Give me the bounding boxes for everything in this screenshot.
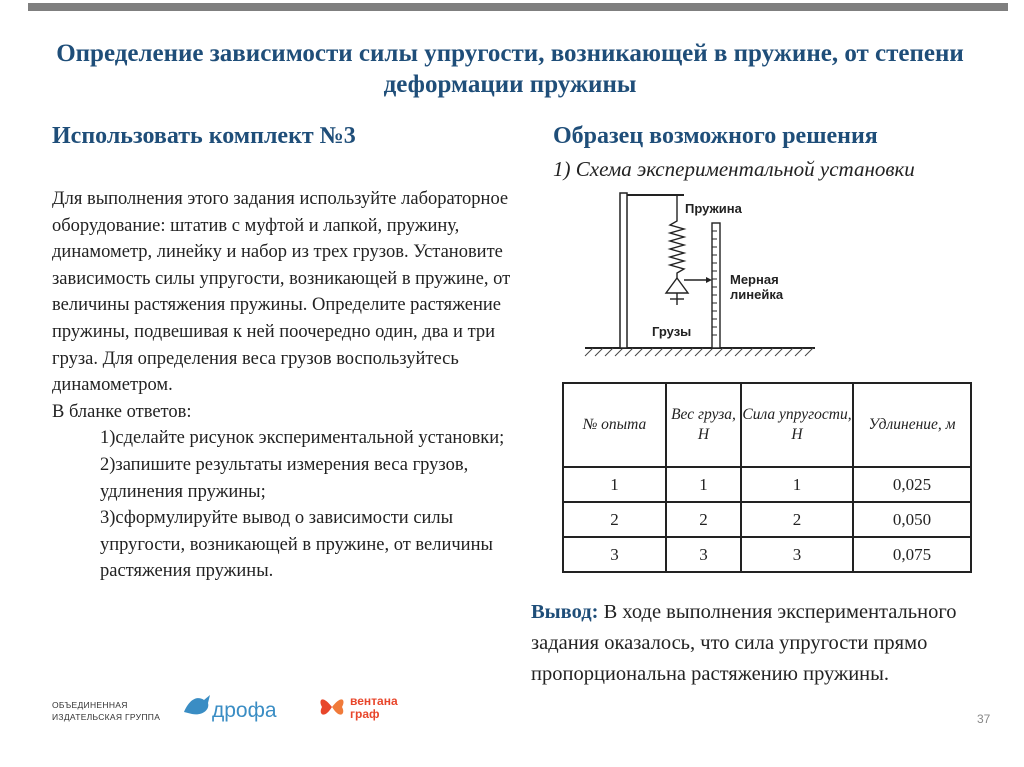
bird-icon <box>184 695 210 714</box>
table-row <box>563 502 971 537</box>
table-cell: 2 <box>741 502 853 537</box>
ventana-logo-line-2: граф <box>350 707 380 721</box>
table-cell: 2 <box>563 502 666 537</box>
publisher-line-2: ИЗДАТЕЛЬСКАЯ ГРУППА <box>52 712 161 722</box>
task-body <box>52 186 520 585</box>
measuring-ruler <box>712 223 720 348</box>
table-header: Удлинение, м <box>853 383 971 467</box>
publisher-line-1: ОБЪЕДИНЕННАЯ <box>52 700 128 710</box>
table-row <box>563 537 971 572</box>
pointer-arrow <box>706 277 712 283</box>
table-cell: 2 <box>666 502 741 537</box>
table-cell: 3 <box>666 537 741 572</box>
spring <box>670 195 684 278</box>
drofa-logo-text: дрофа <box>212 699 277 722</box>
table-cell: 0,050 <box>853 502 971 537</box>
conclusion <box>531 597 981 690</box>
ventana-graf-logo <box>318 692 433 722</box>
table-cell: 1 <box>666 467 741 502</box>
conclusion-label: Вывод: <box>531 601 599 623</box>
table-header: Сила упругости, Н <box>741 383 853 467</box>
table-header: Вес груза, Н <box>666 383 741 467</box>
task-steps <box>52 425 520 585</box>
table-cell: 0,025 <box>853 467 971 502</box>
publisher-group-logo <box>52 699 160 723</box>
table-row <box>563 467 971 502</box>
table-cell: 0,075 <box>853 537 971 572</box>
ventana-logo-line-1: вентана <box>350 694 398 708</box>
answer-intro: В бланке ответов: <box>52 401 192 422</box>
task-heading: Использовать комплект №3 <box>52 123 356 149</box>
table-cell: 1 <box>741 467 853 502</box>
experiment-diagram <box>580 183 820 363</box>
table-cell: 3 <box>741 537 853 572</box>
slide-title: Определение зависимости силы упругости, возникающей в пружине, от степени деформации пружины <box>56 40 964 98</box>
task-step: 2)запишите результаты измерения веса грузов, удлинения пружины; <box>100 454 469 502</box>
solution-heading: Образец возможного решения <box>553 123 878 149</box>
table-header-row <box>563 383 971 467</box>
scheme-title: 1) Схема экспериментальной установки <box>553 157 915 181</box>
page-number: 37 <box>977 712 991 726</box>
table-cell: 1 <box>563 467 666 502</box>
ground-hatching <box>585 348 813 356</box>
top-bar <box>28 3 1008 11</box>
butterfly-icon <box>320 699 343 714</box>
label-spring: Пружина <box>685 201 742 216</box>
label-ruler-1: Мерная <box>730 272 779 287</box>
table-cell: 3 <box>563 537 666 572</box>
task-step: 3)сформулируйте вывод о зависимости силы упругости, возникающей в пружине, от величины растяжения пружины. <box>100 508 493 582</box>
task-step: 1)сделайте рисунок экспериментальной установки; <box>100 428 505 449</box>
results-table <box>562 382 972 573</box>
label-weights: Грузы <box>652 324 692 339</box>
conclusion-text: В ходе выполнения экспериментального задания оказалось, что сила упругости прямо пропорциональна растяжению пружины. <box>531 601 957 685</box>
drofa-logo <box>180 690 295 724</box>
label-ruler-2: линейка <box>730 287 784 302</box>
stand-post <box>620 193 627 348</box>
task-paragraph: Для выполнения этого задания используйте лабораторное оборудование: штатив с муфтой и лапкой, пружину, динамометр, линейку и набор из трех грузов. Установите зависимость силы упругости, возникающей в пружине, от величины растяжения пружины. Определите растяжение пружины, подвешивая к ней поочередно один, два и три груза. Для определения веса грузов воспользуйтесь динамометром. <box>52 189 511 396</box>
table-header: № опыта <box>563 383 666 467</box>
